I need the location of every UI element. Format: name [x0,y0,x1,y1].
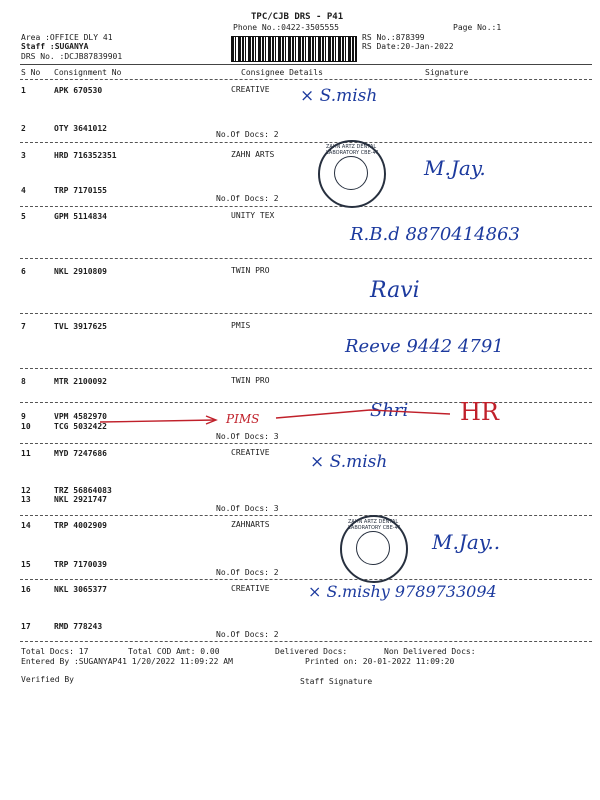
row-consignment: TRP 7170039 [54,560,107,569]
total-cod: Total COD Amt: 0.00 [128,647,220,656]
row-sno: 10 [21,422,31,431]
stamp-text: ZAHN ARTZ DENTAL LABORATORY CBE-41 [348,519,401,531]
consignee-name: PMIS [231,321,251,330]
row-consignment: TVL 3917625 [54,322,107,331]
verified-by: Verified By [21,675,74,684]
row-sno: 3 [21,151,26,160]
rs-number: RS No.:878399 [362,33,425,42]
consignee-name: TWIN PRO [231,376,270,385]
col-consignment: Consignment No [54,68,122,77]
row-consignment: NKL 2921747 [54,495,107,504]
doc-count: No.Of Docs: 2 [216,568,279,577]
row-sno: 8 [21,377,26,386]
row-consignment: NKL 3065377 [54,585,107,594]
row-sno: 16 [21,585,31,594]
consignee-name: CREATIVE [231,85,270,94]
doc-count: No.Of Docs: 2 [216,194,279,203]
consignee-name: ZAHNARTS [231,520,270,529]
row-consignment: HRD 716352351 [54,151,117,160]
row-consignment: OTY 3641012 [54,124,107,133]
staff-label: Staff :SUGANYA [21,42,89,51]
staff-signature-label: Staff Signature [300,677,373,686]
row-consignment: GPM 5114834 [54,212,107,221]
handwritten-signature: M.Jay. [424,156,486,180]
row-consignment: RMD 778243 [54,622,103,631]
row-sno: 15 [21,560,31,569]
row-sno: 5 [21,212,26,221]
row-sno: 12 [21,486,31,495]
row-sno: 6 [21,267,26,276]
row-consignment: NKL 2910809 [54,267,107,276]
area-label: Area :OFFICE DLY 41 [21,33,113,42]
col-signature: Signature [425,68,469,77]
row-sno: 11 [21,449,31,458]
row-sno: 9 [21,412,26,421]
handwritten-signature: × S.mish [310,452,388,472]
doc-count: No.Of Docs: 2 [216,130,279,139]
row-consignment: TCG 5032422 [54,422,107,431]
drs-title: TPC/CJB DRS - P41 [251,12,344,22]
handwritten-signature: R.B.d 8870414863 [350,224,520,245]
consignee-name: CREATIVE [231,448,270,457]
stamp-text: ZAHN ARTZ DENTAL LABORATORY CBE-41 [326,144,379,156]
row-consignment: TRP 4002909 [54,521,107,530]
handwritten-signature: × S.mish [300,86,378,106]
row-sno: 7 [21,322,26,331]
consignee-name: TWIN PRO [231,266,270,275]
row-consignment: MTR 2100092 [54,377,107,386]
doc-count: No.Of Docs: 3 [216,432,279,441]
handwritten-initials: HR [460,398,499,426]
row-sno: 14 [21,521,31,530]
consignee-name: UNITY TEX [231,211,275,220]
drs-number: DRS No. :DCJB87839901 [21,52,123,61]
doc-count: No.Of Docs: 2 [216,630,279,639]
consignee-name: ZAHN ARTS [231,150,275,159]
page-number: Page No.:1 [453,23,502,32]
handwritten-note: PIMS [226,412,260,426]
handwritten-signature: Ravi [370,278,420,303]
delivered-docs: Delivered Docs: [275,647,348,656]
phone-number: Phone No.:0422-3505555 [233,23,339,32]
row-sno: 2 [21,124,26,133]
row-consignment: TRZ 56864083 [54,486,112,495]
handwritten-signature: Shri [370,400,409,421]
non-delivered-docs: Non Delivered Docs: [384,647,476,656]
handwritten-signature: M.Jay.. [432,530,501,554]
row-sno: 1 [21,86,26,95]
row-consignment: APK 670530 [54,86,103,95]
col-consignee: Consignee Details [241,68,323,77]
row-consignment: TRP 7170155 [54,186,107,195]
row-consignment: VPM 4582970 [54,412,107,421]
row-sno: 13 [21,495,31,504]
doc-count: No.Of Docs: 3 [216,504,279,513]
total-docs: Total Docs: 17 [21,647,89,656]
row-consignment: MYD 7247686 [54,449,107,458]
handwritten-signature: × S.mishy 9789733094 [308,582,497,601]
col-sno: S No [21,68,41,77]
row-sno: 4 [21,186,26,195]
printed-on: Printed on: 20-01-2022 11:09:20 [305,657,455,666]
handwritten-signature: Reeve 9442 4791 [345,336,504,357]
row-sno: 17 [21,622,31,631]
consignee-name: CREATIVE [231,584,270,593]
entered-by: Entered By :SUGANYAP41 1/20/2022 11:09:22 AM [21,657,233,666]
rs-date: RS Date:20-Jan-2022 [362,42,454,51]
